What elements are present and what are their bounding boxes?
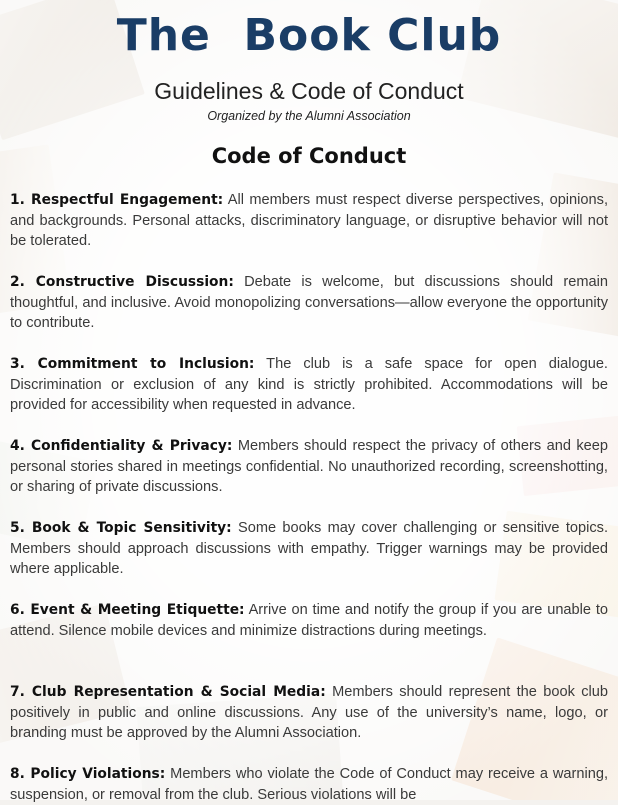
rule-heading: 7. Club Representation & Social Media:	[10, 684, 326, 700]
rule-heading: 4. Confidentiality & Privacy:	[10, 438, 233, 454]
rule-text: Arrive on time and notify the group if you are unable to attend. Silence mobile devices and minimize distractions during meetings.	[10, 602, 608, 639]
rule-paragraph	[10, 682, 608, 744]
rule-text: The club is a safe space for open dialogue. Discrimination or exclusion of any kind is strictly prohibited. Accommodations will be provided for accessibility when requested in advance.	[10, 356, 608, 413]
rule-heading: 2. Constructive Discussion:	[10, 274, 234, 290]
organizer-note: Organized by the Alumni Association	[207, 109, 411, 123]
rule-heading: 1. Respectful Engagement:	[10, 192, 224, 208]
rule-heading: 6. Event & Meeting Etiquette:	[10, 602, 245, 618]
page-title: The Book Club	[116, 10, 502, 61]
rule-heading: 5. Book & Topic Sensitivity:	[10, 520, 232, 536]
rule-text: Debate is welcome, but discussions should remain thoughtful, and inclusive. Avoid monopolizing conversations—allow everyone the opportunity to contribute.	[10, 274, 609, 331]
rule-paragraph	[10, 600, 608, 641]
rule-text: Members who violate the Code of Conduct may receive a warning, suspension, or removal from the club. Serious violations will be	[10, 766, 608, 803]
rule-text: All members must respect diverse perspectives, opinions, and backgrounds. Personal attacks, discriminatory language, or disruptive behavior will not be tolerated.	[10, 192, 608, 249]
rule-paragraph	[10, 518, 608, 580]
rule-paragraph	[10, 354, 608, 416]
page-subtitle: Guidelines & Code of Conduct	[154, 78, 464, 104]
rule-text: Members should represent the book club positively in public and online discussions. Any use of the university’s name, logo, or branding must be approved by the Alumni Association.	[10, 684, 608, 741]
section-heading: Code of Conduct	[211, 144, 407, 168]
rule-text: Some books may cover challenging or sensitive topics. Members should approach discussions with empathy. Trigger warnings may be provided where applicable.	[10, 520, 608, 577]
rule-heading: 3. Commitment to Inclusion:	[10, 356, 255, 372]
rule-heading: 8. Policy Violations:	[10, 766, 166, 782]
rule-paragraph	[10, 190, 608, 252]
rule-paragraph	[10, 272, 608, 334]
rule-paragraph	[10, 436, 608, 498]
rule-text: Members should respect the privacy of others and keep personal stories shared in meetings confidential. No unauthorized recording, screenshotting, or sharing of private discussions.	[10, 438, 609, 495]
rule-paragraph	[10, 764, 608, 805]
